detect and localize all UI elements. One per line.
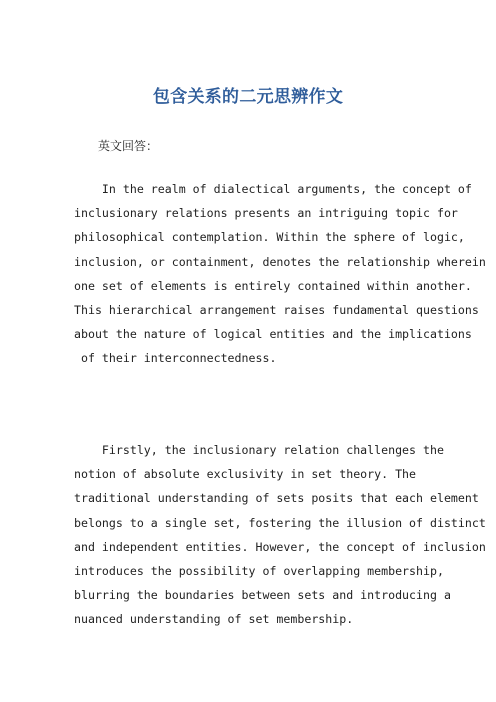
paragraph-line: of their interconnectedness.	[74, 351, 277, 366]
paragraph-line: introduces the possibility of overlapping membership,	[74, 564, 444, 579]
paragraph-line: In the realm of dialectical arguments, the concept of	[74, 182, 472, 196]
paragraph-line: one set of elements is entirely contained within another.	[74, 278, 472, 293]
paragraph-line: belongs to a single set, fostering the illusion of distinct	[74, 515, 486, 530]
paragraph-1	[74, 177, 486, 371]
paragraph-line: inclusionary relations presents an intriguing topic for	[74, 206, 458, 221]
paragraph-line: blurring the boundaries between sets and introducing a	[74, 588, 451, 603]
paragraph-line: Firstly, the inclusionary relation challenges the	[74, 443, 444, 457]
document-title: 包含关系的二元思辨作文	[152, 87, 344, 107]
paragraph-line: nuanced understanding of set membership.	[74, 612, 354, 627]
paragraph-2	[74, 438, 486, 632]
section-label: 英文回答：	[98, 139, 159, 153]
paragraph-line: traditional understanding of sets posits that each element	[74, 491, 479, 506]
paragraph-line: and independent entities. However, the concept of inclusion	[74, 539, 486, 554]
paragraph-line: about the nature of logical entities and the implications	[74, 327, 472, 342]
paragraph-line: philosophical contemplation. Within the sphere of logic,	[74, 230, 465, 245]
paragraph-line: notion of absolute exclusivity in set theory. The	[74, 467, 417, 482]
paragraph-line: This hierarchical arrangement raises fundamental questions	[74, 303, 479, 318]
paragraph-line: inclusion, or containment, denotes the relationship wherein	[74, 254, 486, 269]
